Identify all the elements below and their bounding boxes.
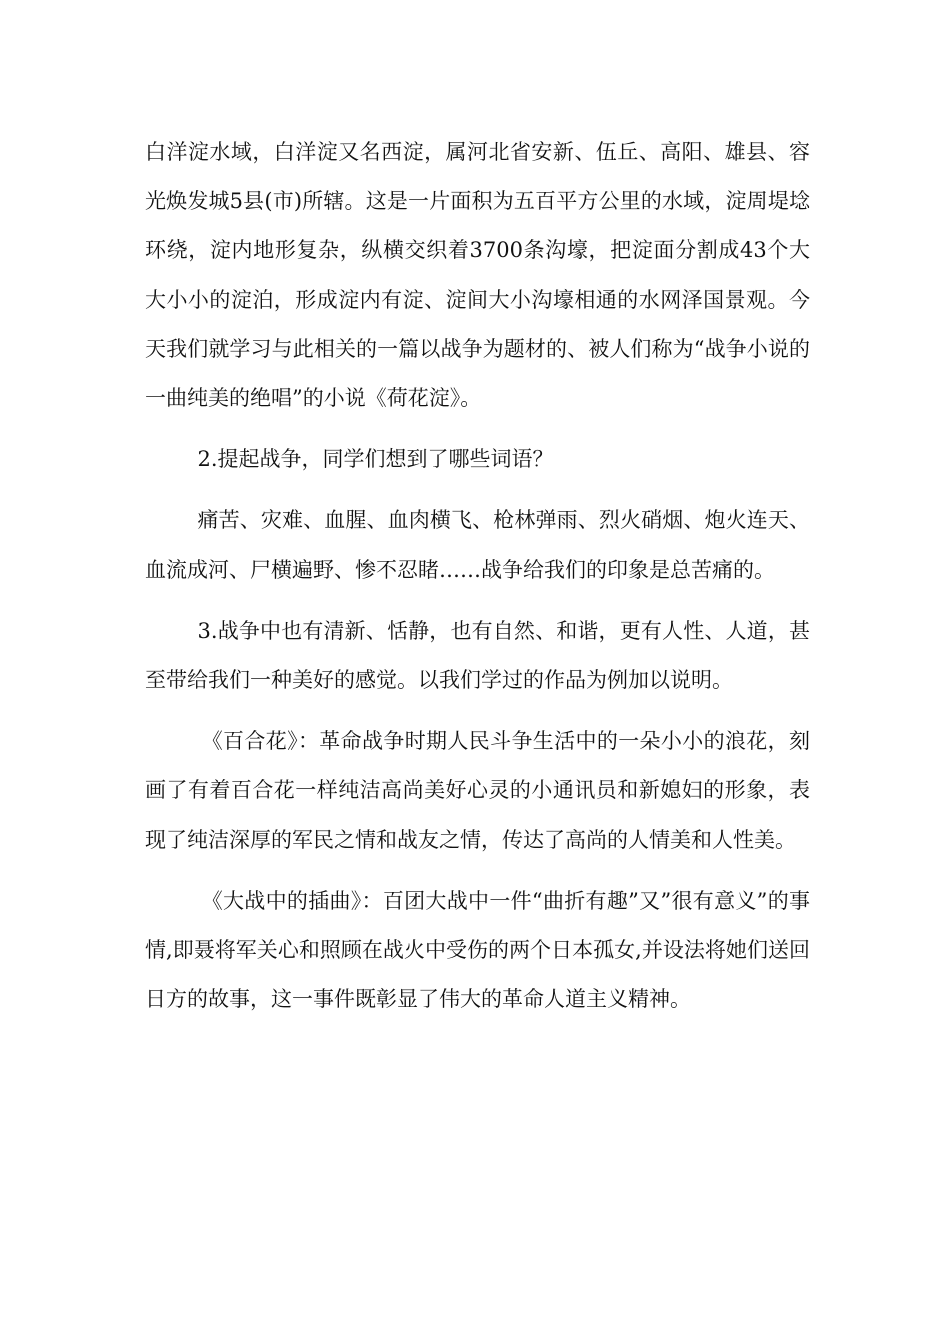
paragraph-baiyangdian-intro: 白洋淀水域，白洋淀又名西淀，属河北省安新、伍丘、高阳、雄县、容光焕发城5县(市)所辖。这是一片面积为五百平方公里的水域，淀周堤埝环绕，淀内地形复杂，纵横交织着3700条沟壕，把淀面分割成43个大大小小的淀泊，形成淀内有淀、淀间大小沟壕相通的水网泽国景观。今天我们就学习与此相关的一篇以战争为题材的、被人们称为“战争小说的一曲纯美的绝唱”的小说《荷花淀》。 [145,140,810,411]
question-2: 2.提起战争，同学们想到了哪些词语？ [197,447,554,472]
answer-2: 痛苦、灾难、血腥、血肉横飞、枪林弹雨、烈火硝烟、炮火连天、血流成河、尸横遍野、惨不忍睹……战争给我们的印象是总苦痛的。 [145,508,810,582]
question-3: 3.战争中也有清新、恬静，也有自然、和谐，更有人性、人道，甚至带给我们一种美好的感觉。以我们学过的作品为例加以说明。 [145,618,810,693]
paragraph-baihehua: 《百合花》：革命战争时期人民斗争生活中的一朵小小的浪花，刻画了有着百合花一样纯洁高尚美好心灵的小通讯员和新媳妇的形象，表现了纯洁深厚的军民之情和战友之情，传达了高尚的人情美和人性美。 [145,729,810,852]
document-body [145,128,810,1036]
paragraph-dazhan-chaqu: 《大战中的插曲》：百团大战中一件“曲折有趣”又”很有意义”的事情,即聂将军关心和照顾在战火中受伤的两个日本孤女,并设法将她们送回日方的故事，这一事件既彰显了伟大的革命人道主义精神。 [145,888,810,1012]
